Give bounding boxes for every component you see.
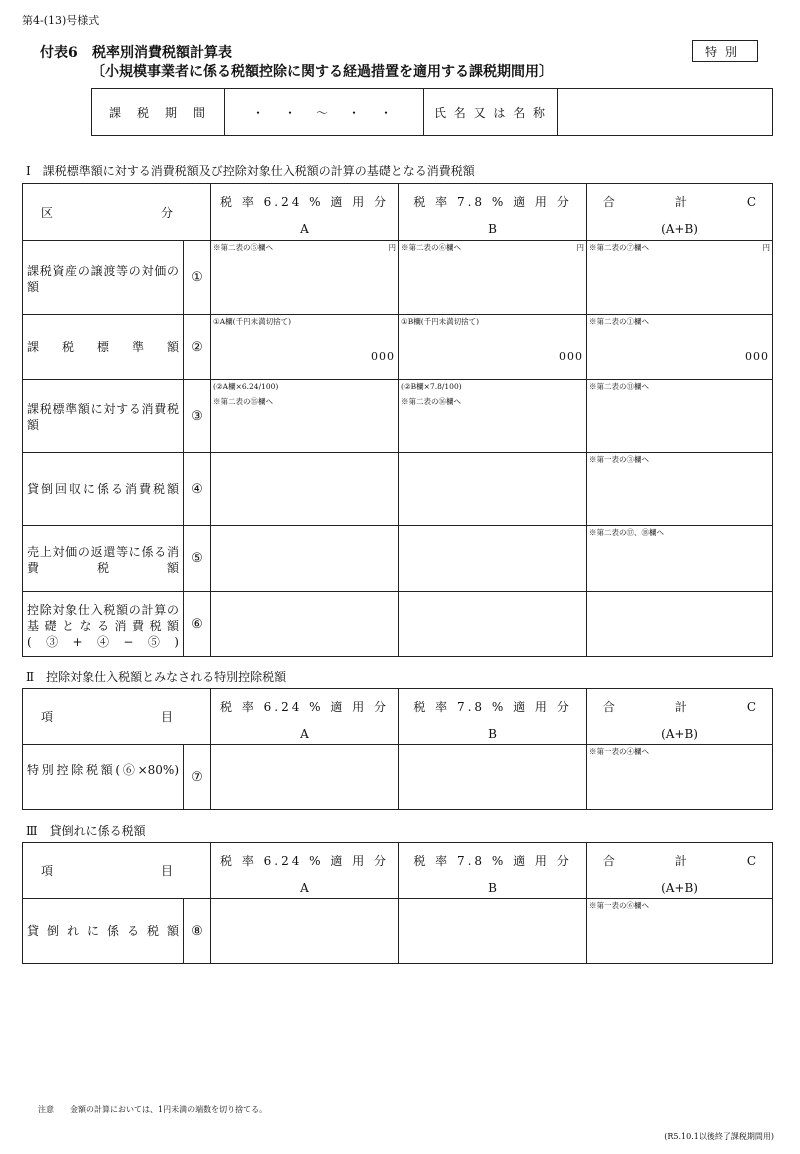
- section2-table: [22, 688, 773, 810]
- row8-label: 貸倒れに係る税額: [23, 899, 184, 964]
- item-header: 項 目: [23, 843, 211, 899]
- row6-number: ⑥: [184, 592, 211, 657]
- row2-label: 課税標準額: [23, 315, 184, 380]
- row4-number: ④: [184, 453, 211, 526]
- row7-col-a[interactable]: [211, 745, 399, 810]
- tax-period-label: 課 税 期 間: [92, 89, 225, 135]
- col-b-header: 税 率 7.8 % 適 用 分 B: [399, 689, 587, 745]
- name-label: 氏 名 又 は 名 称: [424, 89, 558, 135]
- row8-col-a[interactable]: [211, 899, 399, 964]
- row5-label: 売上対価の返還等に係る消費税額: [23, 526, 184, 592]
- section1-heading: Ⅰ 課税標準額に対する消費税額及び控除対象仕入税額の計算の基礎となる消費税額: [26, 164, 475, 178]
- section3-heading: Ⅲ 貸倒れに係る税額: [26, 824, 146, 838]
- title-text: 税率別消費税額計算表: [92, 45, 232, 61]
- row8-number: ⑧: [184, 899, 211, 964]
- row4-label: 貸倒回収に係る消費税額: [23, 453, 184, 526]
- col-b-header: 税 率 7.8 % 適 用 分 B: [399, 843, 587, 899]
- row1-col-c[interactable]: ※第二表の⑦欄へ 円: [587, 241, 773, 315]
- row6-col-c[interactable]: [587, 592, 773, 657]
- tax-period-dates[interactable]: ・ ・ 〜 ・ ・: [225, 89, 424, 135]
- kubun-header: 区 分: [23, 184, 211, 241]
- row5-col-a[interactable]: [211, 526, 399, 592]
- row7-col-c[interactable]: ※第一表の④欄へ: [587, 745, 773, 810]
- row5-col-c[interactable]: ※第二表の⑰、⑱欄へ: [587, 526, 773, 592]
- row2-col-a[interactable]: ①A欄(千円未満切捨て) 000: [211, 315, 399, 380]
- row3-col-c[interactable]: ※第二表の⑪欄へ: [587, 380, 773, 453]
- row8-col-b[interactable]: [399, 899, 587, 964]
- row4-col-b[interactable]: [399, 453, 587, 526]
- tax-period-box: [91, 88, 773, 136]
- row2-col-c[interactable]: ※第二表の①欄へ 000: [587, 315, 773, 380]
- row3-label: 課税標準額に対する消費税額: [23, 380, 184, 453]
- row6-col-b[interactable]: [399, 592, 587, 657]
- col-c-header: 合 計 C (A+B): [587, 689, 773, 745]
- section2-heading: Ⅱ 控除対象仕入税額とみなされる特別控除税額: [26, 670, 287, 684]
- row1-col-b[interactable]: ※第二表の⑥欄へ 円: [399, 241, 587, 315]
- col-c-header: 合 計 C (A+B): [587, 843, 773, 899]
- footer-note: 注意 金額の計算においては、1円未満の端数を切り捨てる。: [38, 1105, 268, 1114]
- name-field[interactable]: [558, 89, 771, 135]
- row1-col-a[interactable]: ※第二表の⑤欄へ 円: [211, 241, 399, 315]
- col-c-header: 合 計 C (A+B): [587, 184, 773, 241]
- row7-col-b[interactable]: [399, 745, 587, 810]
- tokubetsu-badge: 特別: [692, 40, 758, 62]
- item-header: 項 目: [23, 689, 211, 745]
- row6-col-a[interactable]: [211, 592, 399, 657]
- row4-col-c[interactable]: ※第一表の③欄へ: [587, 453, 773, 526]
- form-number: 第4-(13)号様式: [22, 14, 100, 27]
- row5-col-b[interactable]: [399, 526, 587, 592]
- row2-number: ②: [184, 315, 211, 380]
- row6-label: 控除対象仕入税額の計算の基礎となる消費税額(③+④−⑤): [23, 592, 184, 657]
- form-title: [40, 42, 232, 62]
- row5-number: ⑤: [184, 526, 211, 592]
- col-a-header: 税 率 6.24 % 適 用 分 A: [211, 184, 399, 241]
- footer-applicability: (R5.10.1以後終了課税期間用): [664, 1132, 774, 1141]
- row3-col-a[interactable]: (②A欄×6.24/100) ※第二表の⑮欄へ: [211, 380, 399, 453]
- col-b-header: 税 率 7.8 % 適 用 分 B: [399, 184, 587, 241]
- form-subtitle: 〔小規模事業者に係る税額控除に関する経過措置を適用する課税期間用〕: [91, 64, 553, 80]
- row3-number: ③: [184, 380, 211, 453]
- row8-col-c[interactable]: ※第一表の⑥欄へ: [587, 899, 773, 964]
- section3-table: [22, 842, 773, 964]
- col-a-header: 税 率 6.24 % 適 用 分 A: [211, 843, 399, 899]
- title-number: 付表6: [40, 45, 78, 61]
- row7-label: 特別控除税額(⑥×80%): [23, 745, 184, 810]
- row4-col-a[interactable]: [211, 453, 399, 526]
- row2-col-b[interactable]: ①B欄(千円未満切捨て) 000: [399, 315, 587, 380]
- row1-number: ①: [184, 241, 211, 315]
- section1-table: [22, 183, 773, 657]
- row3-col-b[interactable]: (②B欄×7.8/100) ※第二表の⑯欄へ: [399, 380, 587, 453]
- col-a-header: 税 率 6.24 % 適 用 分 A: [211, 689, 399, 745]
- row1-label: 課税資産の譲渡等の対価の額: [23, 241, 184, 315]
- row7-number: ⑦: [184, 745, 211, 810]
